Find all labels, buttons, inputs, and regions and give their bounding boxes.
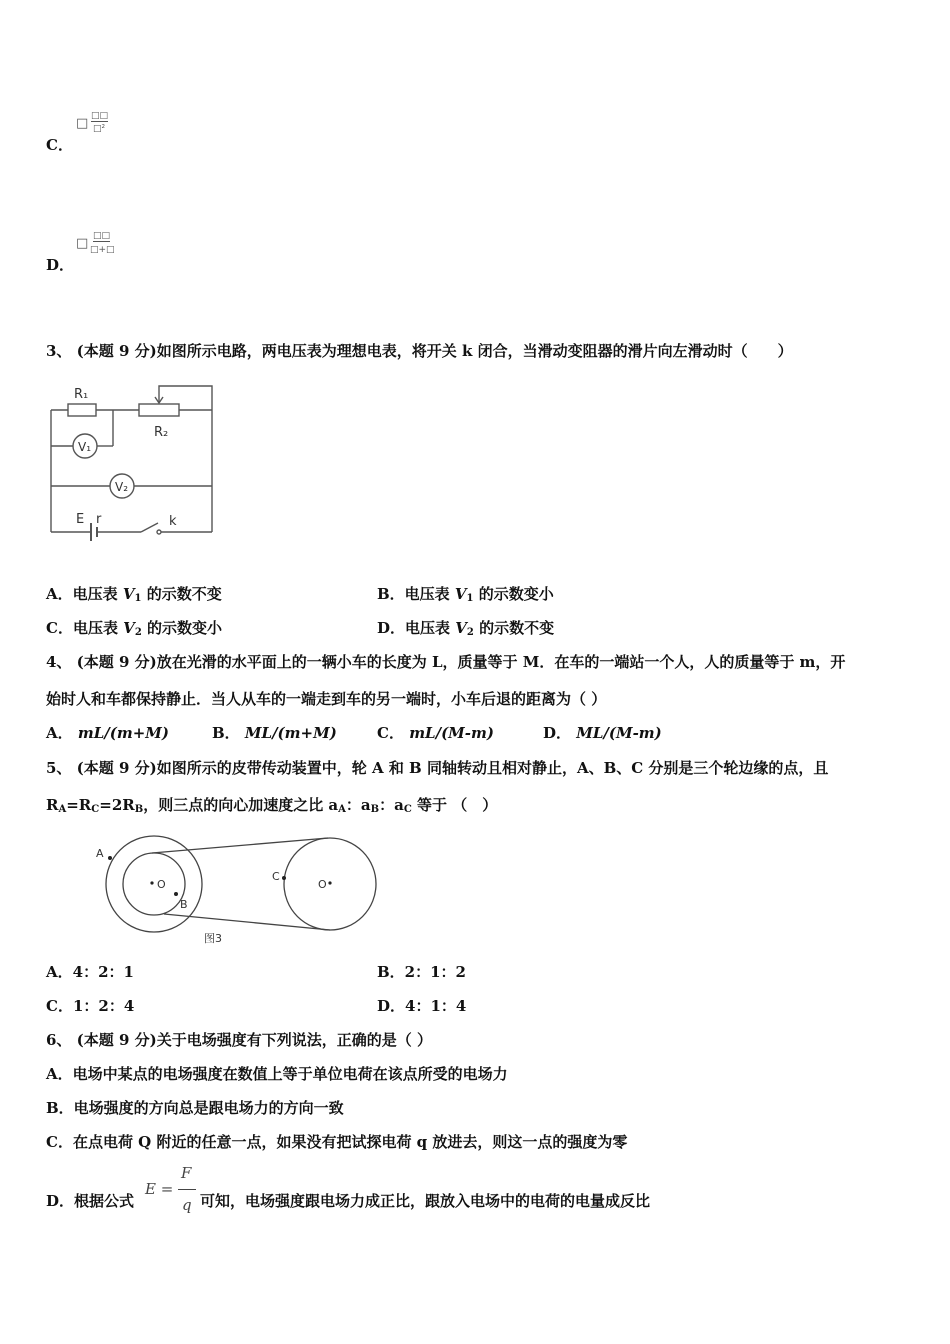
question-3-option-a: A．电压表 $V_1$ 的示数不变 — [46, 585, 222, 604]
formula-fraction-bar — [178, 1189, 196, 1190]
label-v1: V₁ — [78, 440, 92, 454]
wheel-b — [123, 853, 185, 915]
question-4-line-1: 4、 (本题 9 分)放在光滑的水平面上的一辆小车的长度为 L，质量等于 M．在车的一端站一个人，人的质量等于 m，开 — [46, 653, 846, 671]
label-r: r — [96, 512, 102, 527]
question-5-option-c: C．1：2：4 — [46, 997, 135, 1015]
label-v2: V₂ — [115, 480, 129, 494]
label-e: E — [76, 512, 85, 527]
question-3-option-b: B．电压表 $V_1$ 的示数变小 — [377, 585, 554, 604]
question-5-line-1: 5、 (本题 9 分)如图所示的皮带传动装置中，轮 A 和 B 同轴转动且相对静止，A、B、C 分别是三个轮边缘的点，且 — [46, 759, 829, 777]
question-5-option-d: D．4：1：4 — [377, 997, 467, 1015]
center-o2-label: O — [318, 878, 327, 891]
point-a-label: A — [96, 847, 104, 860]
option-d-numerator: □□ — [93, 231, 111, 241]
option-c-box: □ — [76, 116, 89, 131]
resistor-r1 — [68, 404, 96, 416]
figure-caption: 图3 — [204, 932, 222, 945]
question-6-option-b: B．电场强度的方向总是跟电场力的方向一致 — [46, 1099, 344, 1117]
question-5-option-a: A．4：2：1 — [46, 963, 134, 981]
option-d-label: D． — [46, 256, 75, 274]
question-3-stem: 3、 (本题 9 分)如图所示电路，两电压表为理想电表，将开关 k 闭合，当滑动变阻器的滑片向左滑动时（ ） — [46, 342, 793, 360]
center-o1-label: O — [157, 878, 166, 891]
question-4-option-d: D． ML/(M-m) — [543, 724, 662, 742]
question-4-option-b: B． ML/(m+M) — [212, 724, 337, 742]
option-c-denominator: □² — [93, 124, 106, 134]
formula-lhs: E = — [145, 1180, 174, 1198]
question-5-option-b: B．2：1：2 — [377, 963, 466, 981]
question-6-stem: 6、 (本题 9 分)关于电场强度有下列说法，正确的是（ ） — [46, 1031, 432, 1049]
question-3-option-c: C．电压表 $V_2$ 的示数变小 — [46, 619, 223, 638]
belt-drive-diagram — [90, 822, 390, 952]
rheostat-r2 — [139, 404, 179, 416]
point-b-label: B — [180, 898, 188, 911]
question-6-option-a: A．电场中某点的电场强度在数值上等于单位电荷在该点所受的电场力 — [46, 1065, 508, 1083]
question-6-option-d-post: 可知，电场强度跟电场力成正比，跟放入电场中的电荷的电量成反比 — [200, 1192, 651, 1210]
question-6-option-d-pre: D．根据公式 — [46, 1192, 135, 1210]
point-c-label: C — [272, 870, 280, 883]
label-r2: R₂ — [154, 425, 169, 440]
formula-denominator: q — [182, 1196, 192, 1214]
belt-top — [152, 838, 328, 853]
question-4-option-c: C． mL/(M-m) — [377, 724, 494, 742]
formula-numerator: F — [181, 1164, 192, 1182]
question-5-line-2: $R_A=R_C=2R_B$，则三点的向心加速度之比 $a_A$：$a_B$：$a_C$ 等于 （ ） — [46, 796, 498, 815]
option-d-denominator: □+□ — [90, 245, 115, 255]
question-4-option-a: A． mL/(m+M) — [46, 724, 170, 742]
question-3-option-d: D．电压表 $V_2$ 的示数不变 — [377, 619, 555, 638]
option-d-box: □ — [76, 236, 89, 251]
option-c-label: C． — [46, 136, 73, 154]
question-4-line-2: 始时人和车都保持静止．当人从车的一端走到车的另一端时，小车后退的距离为（ ） — [46, 690, 607, 708]
question-6-option-c: C．在点电荷 Q 附近的任意一点，如果没有把试探电荷 q 放进去，则这一点的强度为零 — [46, 1133, 628, 1151]
label-r1: R₁ — [74, 387, 89, 402]
circuit-diagram — [46, 380, 218, 546]
option-c-numerator: □□ — [91, 111, 109, 121]
label-k: k — [169, 514, 177, 529]
